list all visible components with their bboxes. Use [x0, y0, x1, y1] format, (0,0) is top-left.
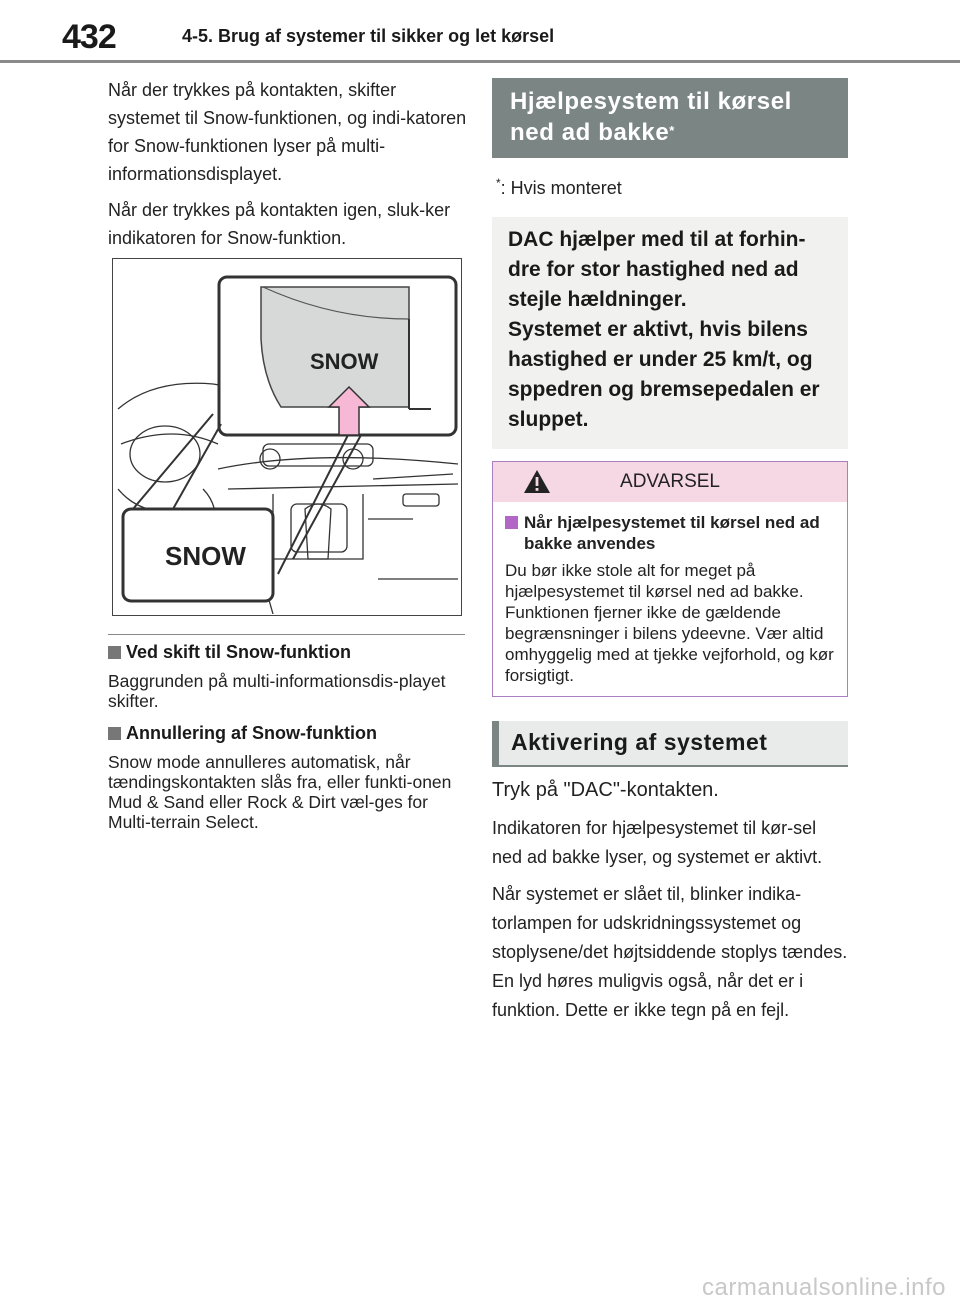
summary-text-2: Systemet er aktivt, hvis bilens hastighed er under 25 km/t, og sppedren og bremsepedalen er sluppet.: [508, 318, 820, 431]
note-2-heading-text: Annullering af Snow-funktion: [126, 723, 377, 743]
warning-body: [493, 502, 847, 696]
note-1-heading-text: Ved skift til Snow-funktion: [126, 642, 351, 662]
note-2-text: Snow mode annulleres automatisk, når tændingskontakten slås fra, eller funkti-onen Mud & Sand eller Rock & Dirt væl-ges for Multi-terrain Select.: [108, 752, 452, 832]
note-1-heading: [108, 642, 468, 663]
activation-heading: Aktivering af systemet: [492, 721, 848, 767]
warning-box: [492, 461, 848, 697]
warning-text: Du bør ikke stole alt for meget på hjælpesystemet til kørsel ned ad bakke. Funktionen fjerner ikke de gældende begrænsninger i bilens ydeevne. Vær altid omhyggelig med at tjekke vejforhold, og kør forsigtigt.: [505, 561, 834, 685]
notes-section: [108, 642, 468, 844]
footnote-asterisk: *: [496, 176, 501, 190]
footnote: [496, 176, 848, 199]
warning-subheading: [505, 512, 835, 554]
activation-paragraph-2: Når systemet er slået til, blinker indika-torlampen for udskridningssystemet og stoplysene/det højtsiddende stoplys tændes. En lyd høres muligvis også, når det er i funktion. Dette er ikke tegn på en fejl.: [492, 884, 848, 1020]
activation-step: Tryk på "DAC"-kontakten.: [492, 779, 719, 801]
dashboard-drawing: [113, 259, 460, 614]
heading-asterisk: *: [669, 123, 675, 138]
intro-paragraph-2: Når der trykkes på kontakten igen, sluk-ker indikatoren for Snow-funktion.: [108, 200, 451, 248]
figure-divider: [108, 634, 465, 635]
watermark: carmanualsonline.info: [702, 1274, 946, 1301]
snow-label-small: SNOW: [310, 349, 379, 374]
warning-subheading-text: Når hjælpesystemet til kørsel ned ad bakke anvendes: [524, 513, 820, 553]
snow-label-large: SNOW: [165, 541, 246, 571]
note-2-heading: [108, 723, 468, 744]
right-column: [492, 78, 848, 1033]
dac-heading-text: Hjælpesystem til kørsel ned ad bakke: [510, 88, 792, 146]
dac-heading: [492, 78, 848, 158]
bullet-square-icon: [108, 727, 121, 740]
bullet-square-icon: [108, 646, 121, 659]
page-number: 432: [62, 18, 116, 56]
snow-switch-illustration: [112, 258, 462, 616]
left-column: [108, 76, 468, 260]
summary-box: [492, 217, 848, 449]
summary-text-1: DAC hjælper med til at forhin-dre for stor hastighed ned ad stejle hældninger.: [508, 228, 806, 311]
section-title: 4-5. Brug af systemer til sikker og let kørsel: [182, 26, 555, 46]
header-divider: [0, 60, 960, 63]
footnote-text: : Hvis monteret: [500, 178, 622, 198]
bullet-square-icon: [505, 516, 518, 529]
activation-paragraph-1: Indikatoren for hjælpesystemet til kør-sel ned ad bakke lyser, og systemet er aktivt.: [492, 818, 823, 867]
warning-title: ADVARSEL: [620, 471, 720, 492]
warning-header: [493, 462, 847, 502]
intro-paragraph-1: Når der trykkes på kontakten, skifter systemet til Snow-funktionen, og indi-katoren for Snow-funktionen lyser på multi-informationsdisplayet.: [108, 80, 467, 184]
warning-triangle-icon: [523, 469, 551, 494]
note-1-text: Baggrunden på multi-informationsdis-playet skifter.: [108, 671, 446, 711]
